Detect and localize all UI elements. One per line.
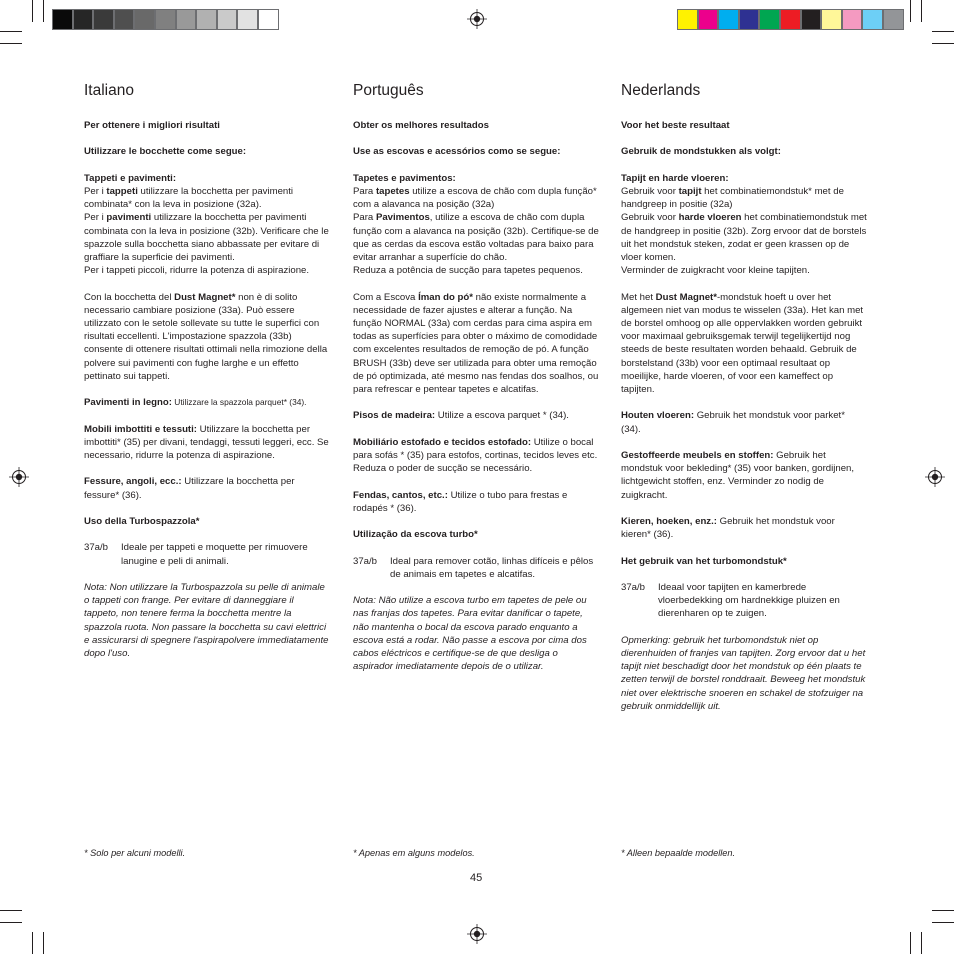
- note-paragraph: Opmerking: gebruik het turbomondstuk niet op dierenhuiden of franjes van tapijten. Zorg ervoor dat u het tapijt niet beschadigt door het mondstuk op één plaats te zetten terwijl de borstel ronddraait. Beweeg het mondstuk niet over elektrische snoeren en schakel de stofzuiger na gebruik onmiddellijk uit.: [621, 634, 866, 712]
- color-swatch: [739, 9, 760, 30]
- gray-swatch: [73, 9, 94, 30]
- carpets-paragraph-1: Para tapetes utilize a escova de chão com dupla função* com a alavanca na posição (32a): [353, 185, 597, 211]
- heading-carpets: Tappeti e pavimenti:: [84, 172, 177, 184]
- carpets-paragraph-2: Para Pavimentos, utilize a escova de chão com dupla função com a alavanca na posição (32b). Certifique-se de que as cerdas da escova estão voltadas para baixo para evitar arranhar a superfície do chão.: [353, 212, 599, 263]
- carpets-paragraph-3: Verminder de zuigkracht voor kleine tapijten.: [621, 265, 810, 277]
- heading-nozzles: Utilizzare le bocchette come segue:: [84, 146, 247, 158]
- footnote-italiano: * Solo per alcuni modelli.: [84, 848, 186, 858]
- crevices-paragraph: Fendas, cantos, etc.: Utilize o tubo para frestas e rodapés * (36).: [353, 489, 568, 514]
- figure-reference: 37a/b: [353, 555, 378, 567]
- dust-magnet-paragraph: Con la bocchetta del Dust Magnet* non è di solito necessario cambiare posizione (33a). Può essere utilizzato con le setole sollevate su tutte le superfici con risultati eccellenti. L'impostazione spazzola (33b) consente di ottenere risultati ottimali nella rimozione della polvere sui pavimenti con fughe larghe e un effetto pettinato sui tappeti.: [84, 291, 328, 382]
- heading-best-results: Per ottenere i migliori risultati: [84, 120, 220, 131]
- color-swatch: [821, 9, 842, 30]
- column-nederlands: [621, 81, 867, 713]
- color-swatch: [862, 9, 883, 30]
- crevices-paragraph: Fessure, angoli, ecc.: Utilizzare la bocchetta per fessure* (36).: [84, 476, 295, 501]
- heading-turbo-brush: Uso della Turbospazzola*: [84, 515, 200, 527]
- heading-nozzles: Use as escovas e acessórios como se segue:: [353, 146, 561, 158]
- dust-magnet-paragraph: Com a Escova Íman do pó* não existe normalmente a necessidade de fazer ajustes e alterar a função. Na função NORMAL (33a) com cerdas para cima aspira em todas as superfícies para obter o máximo de comodidade com excelentes resultados de remoção de pó. A função BRUSH (33b) deve ser utilizada para obter uma remoção de pó optimizada, até mesmo nas fendas dos soalhos, ou para refrescar e pentear tapetes e alcatifas.: [353, 291, 599, 396]
- gray-swatch: [134, 9, 155, 30]
- gray-swatch: [217, 9, 238, 30]
- dust-magnet-paragraph: Met het Dust Magnet*-mondstuk hoeft u over het algemeen niet van modus te wisselen (33a). Het kan met de borstel omhoog op alle oppervlakken worden gebruikt voor maximaal gebruiksgemak terwijl tegelijkertijd nog steeds de beste resultaten worden behaald. Gebruik de borstelstand (33b) voor een optimaal resultaat op moeilijke, harde vloeren, of voor een kameffect op tapijten.: [621, 291, 864, 396]
- column-portugues: [353, 81, 599, 673]
- color-swatch: [698, 9, 719, 30]
- crevices-paragraph: Kieren, hoeken, enz.: Gebruik het mondstuk voor kieren* (36).: [621, 516, 835, 541]
- registration-mark-bottom-icon: [467, 924, 487, 944]
- figure-description: Ideaal voor tapijten en kamerbrede vloerbedekking om hardnekkige pluizen en dierenharen op te zuigen.: [658, 581, 840, 620]
- figure-description: Ideale per tappeti e moquette per rimuovere lanugine e peli di animali.: [121, 542, 308, 567]
- color-swatch: [842, 9, 863, 30]
- heading-nozzles: Gebruik de mondstukken als volgt:: [621, 146, 781, 158]
- section-title: Nederlands: [621, 82, 701, 99]
- grayscale-color-bar: [52, 9, 279, 30]
- note-paragraph: Nota: Non utilizzare la Turbospazzola su pelle di animale o tappeti con frange. Per evitare di danneggiare il tappeto, non tenere ferma la bocchetta mentre la spazzola ruota. Non passare la bocchetta su cavi elettrici e assicurarsi di spegnere l'aspirapolvere immediatamente dopo l'uso.: [84, 581, 329, 659]
- gray-swatch: [93, 9, 114, 30]
- footnote-nederlands: * Alleen bepaalde modellen.: [621, 848, 736, 858]
- wood-floors-paragraph: Pavimenti in legno: Utilizzare la spazzola parquet* (34).: [84, 397, 307, 409]
- wood-floors-paragraph: Houten vloeren: Gebruik het mondstuk voor parket* (34).: [621, 410, 845, 435]
- gray-swatch: [196, 9, 217, 30]
- carpets-paragraph-3: Per i tappeti piccoli, ridurre la potenza di aspirazione.: [84, 265, 310, 277]
- heading-carpets: Tapetes e pavimentos:: [353, 172, 456, 184]
- heading-carpets: Tapijt en harde vloeren:: [621, 172, 729, 184]
- upholstery-paragraph: Mobiliário estofado e tecidos estofado: Utilize o bocal para sofás * (35) para estofos, cortinas, tecidos leves etc. Reduza o poder de sucção se necessário.: [353, 436, 598, 475]
- gray-swatch: [155, 9, 176, 30]
- column-italiano: [84, 81, 330, 660]
- figure-reference: 37a/b: [621, 581, 646, 593]
- footnote-portugues: * Apenas em alguns modelos.: [353, 848, 475, 858]
- carpets-paragraph-2: Gebruik voor harde vloeren het combinatiemondstuk met de handgreep in positie (32b). Zorg ervoor dat de borstels uit het mondstuk steken, zodat er geen krassen op de vloer komen.: [621, 212, 867, 263]
- color-swatch: [718, 9, 739, 30]
- section-title: Português: [353, 82, 424, 99]
- upholstery-paragraph: Mobili imbottiti e tessuti: Utilizzare la bocchetta per imbottiti* (35) per divani, tendaggi, tessuti leggeri, ecc. Se necessario, ridurre la potenza di aspirazione.: [84, 423, 329, 461]
- turbo-brush-item: [621, 581, 867, 621]
- carpets-paragraph-1: Per i tappeti utilizzare la bocchetta per pavimenti combinata* con la leva in posizione (32a).: [84, 185, 294, 211]
- carpets-paragraph-3: Reduza a potência de sucção para tapetes pequenos.: [353, 265, 583, 277]
- note-paragraph: Nota: Não utilize a escova turbo em tapetes de pele ou nas franjas dos tapetes. Para evitar danificar o tapete, não mantenha o bocal da escova parado enquanto a escova está a rodar. Não passe a escova por cima dos cabos eléctricos e certifique-se de que desliga o aspirador imediatamente depois de o utilizar.: [353, 595, 587, 673]
- registration-mark-right-icon: [925, 467, 945, 487]
- gray-swatch: [52, 9, 73, 30]
- color-swatch: [677, 9, 698, 30]
- turbo-brush-item: [84, 541, 330, 567]
- color-swatch: [780, 9, 801, 30]
- color-swatch: [759, 9, 780, 30]
- figure-description: Ideal para remover cotão, linhas difíceis e pêlos de animais em tapetes e alcatifas.: [390, 555, 594, 580]
- carpets-paragraph-1: Gebruik voor tapijt het combinatiemondstuk* met de handgreep in positie (32a): [621, 185, 844, 211]
- color-swatch: [801, 9, 822, 30]
- gray-swatch: [237, 9, 258, 30]
- section-title: Italiano: [84, 82, 134, 99]
- registration-mark-top-icon: [467, 9, 487, 29]
- heading-turbo-brush: Het gebruik van het turbomondstuk*: [621, 555, 787, 567]
- heading-best-results: Obter os melhores resultados: [353, 120, 489, 131]
- turbo-brush-item: [353, 555, 599, 581]
- gray-swatch: [258, 9, 279, 30]
- wood-floors-paragraph: Pisos de madeira: Utilize a escova parquet * (34).: [353, 410, 569, 422]
- gray-swatch: [176, 9, 197, 30]
- heading-turbo-brush: Utilização da escova turbo*: [353, 529, 478, 541]
- gray-swatch: [114, 9, 135, 30]
- carpets-paragraph-2: Per i pavimenti utilizzare la bocchetta per pavimenti combinata con la leva in posizione (32b). Verificare che le spazzole sulla bocchetta siano abbassate per evitare di graffiare la superficie dei pavimenti.: [84, 212, 329, 263]
- upholstery-paragraph: Gestoffeerde meubels en stoffen: Gebruik het mondstuk voor bekleding* (35) voor banken, gordijnen, lichtgewicht stoffen, enz. Verminder zo nodig de zuigkracht.: [621, 450, 855, 501]
- process-color-bar: [677, 9, 904, 30]
- figure-reference: 37a/b: [84, 542, 109, 554]
- registration-mark-left-icon: [9, 467, 29, 487]
- color-swatch: [883, 9, 904, 30]
- page-number: 45: [470, 872, 483, 884]
- heading-best-results: Voor het beste resultaat: [621, 120, 730, 131]
